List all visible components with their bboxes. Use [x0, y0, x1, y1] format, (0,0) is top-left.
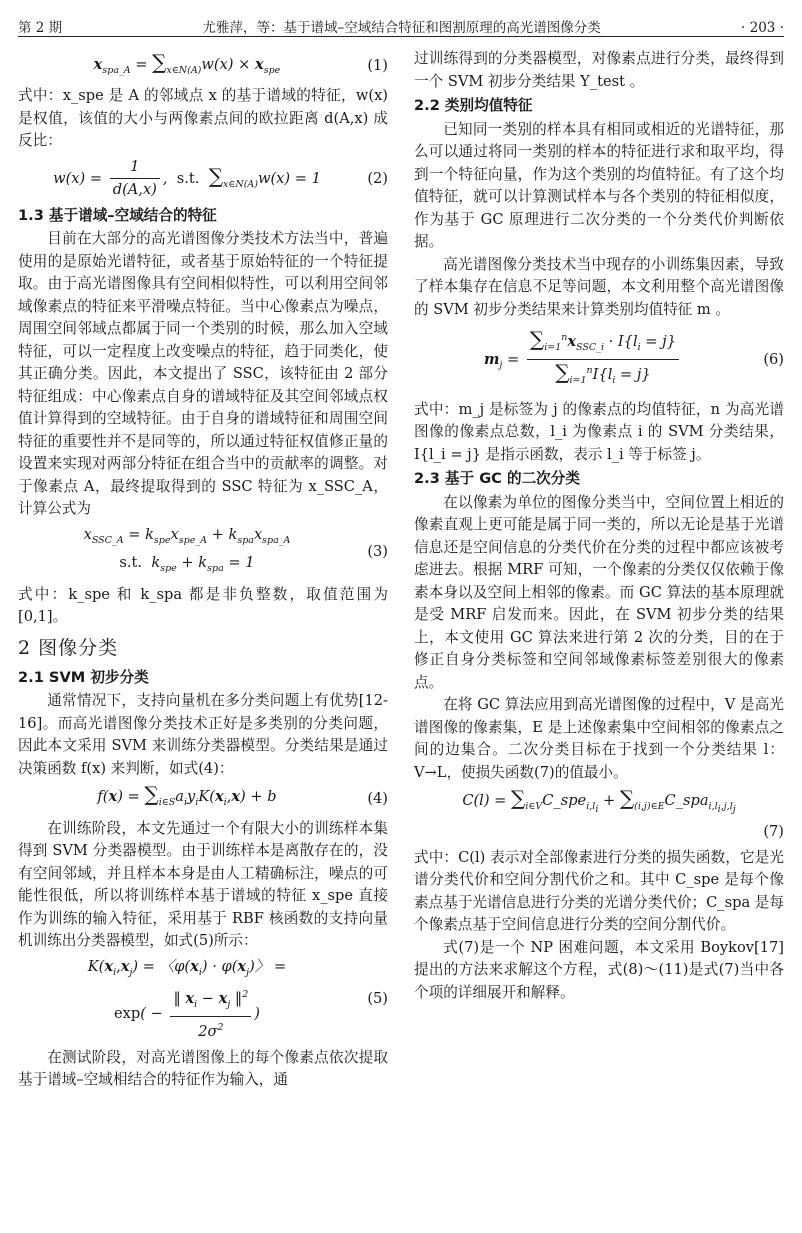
paragraph: 在测试阶段，对高光谱图像上的每个像素点依次提取基于谱域–空域相结合的特征作为输入，通: [18, 1048, 388, 1089]
equation-7: [414, 787, 784, 844]
equation-4-body: $f(x) = \sum_{i\in S}a_iy_iK(x_i,x) + b$: [97, 782, 277, 809]
paragraph: 已知同一类别的样本具有相同或相近的光谱特征，那么可以通过将同一类别的样本的特征进行求和取平均，得到一个特征向量，作为这个类别的均值特征。有了这个均值特征，就可以计算测试样本与各个类别的特征相似度，作为基于 GC 原理进行二次分类的一个分类代价判断依据。: [414, 120, 784, 250]
equation-6: [414, 327, 784, 393]
page-number: · 203 ·: [741, 20, 784, 36]
equation-2: [18, 156, 388, 202]
equation-2-body: w(x) = $\frac{1}{d(A,x)}$ , s.t. $\sum_{x\in N(A)}w(x) = 1$: [53, 157, 321, 199]
section-heading-2-3: 2.3 基于 GC 的二次分类: [414, 470, 580, 488]
section-heading-1-3: 1.3 基于谱域–空域结合的特征: [18, 206, 217, 224]
paragraph: 在将 GC 算法应用到高光谱图像的过程中，V 是高光谱图像的像素集，E 是上述像素集中空间相邻的像素点之间的边集合。二次分类目标在于找到一个分类结果 l：V→L，使损失函数(7)的值最小。: [414, 696, 784, 781]
equation-5: [18, 956, 388, 1044]
equation-2-number: (2): [367, 169, 388, 187]
paragraph: 高光谱图像分类技术当中现存的小训练集因素，导致了样本集存在信息不足等问题，本文利用整个高光谱图像的 SVM 初步分类结果来计算类别均值特征 m 。: [414, 255, 784, 318]
equation-3: [18, 524, 388, 581]
paragraph: 式(7)是一个 NP 困难问题，本文采用 Boykov[17]提出的方法来求解这个方程，式(8)～(11)是式(7)当中各个项的详细展开和解释。: [414, 938, 784, 1001]
right-column: [414, 48, 784, 1004]
equation-6-number: (6): [763, 350, 784, 368]
equation-1: [18, 51, 388, 82]
paragraph: 式中：C(l) 表示对全部像素进行分类的损失函数，它是光谱分类代价和空间分割代价之和。其中 C_spe 是每个像素点基于光谱信息进行分类的光谱分类代价；C_spa 是每个像素点基于空间信息进行分类的空间分割代价。: [414, 848, 784, 934]
issue-number: 第 2 期: [18, 20, 63, 36]
equation-4: [18, 783, 388, 814]
paragraph: 式中：m_j 是标签为 j 的像素点的均值特征，n 为高光谱图像的像素点总数，l_i 为像素点 i 的 SVM 分类结果，I{l_i = j} 是指示函数，表示 l_i 等于标签 j。: [414, 400, 784, 463]
equation-5-number: (5): [367, 990, 388, 1008]
section-heading-2: 2 图像分类: [18, 636, 119, 659]
equation-7-body: $C(l) = \sum_{i\in V}C\_spe_{i,l_i}$ + $\sum_{(i,j)\in E}C\_spa_{i,l_i,j,l_j}$: [462, 786, 736, 815]
equation-1-number: (1): [367, 57, 388, 75]
left-column: [18, 48, 388, 1092]
header-rule: [18, 36, 784, 37]
equation-7-number: (7): [763, 823, 784, 841]
paragraph: 在以像素为单位的图像分类当中，空间位置上相近的像素直观上更可能是属于同一类的，所以无论是基于光谱信息还是空间信息的分类代价在分类的过程中都应该被考虑进去。根据 MRF 可知，一个像素的分类仅仅依赖于像素本身以及空间上相邻的像素。而 GC 算法的基本原理就是受 MRF 启发而来。因此，在 SVM 初步分类的结果上，本文使用 GC 算法来进行第 2 次的分类，目的在于修正自身分类标签和空间邻域像素标签差别很大的像素点。: [414, 493, 784, 691]
section-heading-2-2: 2.2 类别均值特征: [414, 97, 533, 114]
paragraph: 目前在大部分的高光谱图像分类技术方法当中，普遍使用的是原始光谱特征，或者基于原始特征的一个特征提取。由于高光谱图像具有空间相似特性，可以利用空间邻域像素点的特征来平滑噪点特征。当中心像素点为噪点，周围空间邻域点都属于同一个类别的时候，那么加入空域特征，可以一定程度上改变噪点的特征，趋于同类化，使其正确分类。因此，本文提出了 SSC，该特征由 2 部分特征组成：中心像素点自身的谱域特征及其空间邻域点权值计算得到的空域特征。由于自身的谱域特征和周围空间特征的重要性并不是同等的，所以通过特征权值修正量的设置来实现对两部分特征在组合当中的贡献率的调整。对于像素点 A，最终提取得到的 SSC 特征为 x_SSC_A，计算公式为: [18, 230, 388, 518]
paragraph: 式中：k_spe 和 k_spa 都是非负整数，取值范围为[0,1]。: [18, 585, 388, 626]
equation-4-number: (4): [367, 789, 388, 807]
equation-5-body: $K(x_i,x_j)$ = 〈$\varphi(x_i) \cdot \varphi(x_j)$〉 = exp( − $\frac{‖ x_i - x_j ‖^2}{2\sigma^2}$ ): [87, 957, 287, 1041]
running-title: 尤雅萍，等：基于谱域–空域结合特征和图割原理的高光谱图像分类: [202, 20, 601, 36]
equation-3-body: $x_{SSC\_A} = k_{spe}x_{spe\_A} + k_{spa}x_{spa\_A}$ s.t. $k_{spe} + k_{spa} = 1$: [83, 525, 291, 575]
equation-6-body: $m_j$ = $\frac{\sum_{i=1}^nx_{SSC\_i} \cdot I\{l_i = j\}}{\sum_{i=1}^nI\{l_i = j\}}$: [414, 327, 752, 393]
equation-1-body: $x_{spa\_A} = \sum_{x\in N(A)}w(x) \times x_{spe}$: [93, 50, 281, 76]
paragraph: 在训练阶段，本文先通过一个有限大小的训练样本集得到 SVM 分类器模型。由于训练样本是离散存在的，没有空间邻域，并且样本本身是由人工精确标注，噪点的可能性很低，所以将训练样本基于谱域的特征 x_spe 直接作为训练的输入特征，采用基于 RBF 核函数的支持向量机训练出分类器模型，如式(5)所示：: [18, 819, 388, 950]
section-heading-2-1: 2.1 SVM 初步分类: [18, 668, 149, 686]
paragraph: 过训练得到的分类器模型，对像素点进行分类，最终得到一个 SVM 初步分类结果 Y_test 。: [414, 50, 784, 90]
paragraph: 通常情况下，支持向量机在多分类问题上有优势[12-16]。而高光谱图像分类技术正好是多类别的分类问题，因此本文采用 SVM 来训练分类器模型。分类结果是通过决策函数 f(x) 来判断，如式(4)：: [18, 692, 388, 777]
equation-3-number: (3): [367, 543, 388, 561]
running-header: [18, 10, 784, 36]
paragraph: 式中：x_spe 是 A 的邻域点 x 的基于谱域的特征，w(x) 是权值，该值的大小与两像素点间的欧拉距离 d(A,x) 成反比：: [18, 87, 388, 150]
